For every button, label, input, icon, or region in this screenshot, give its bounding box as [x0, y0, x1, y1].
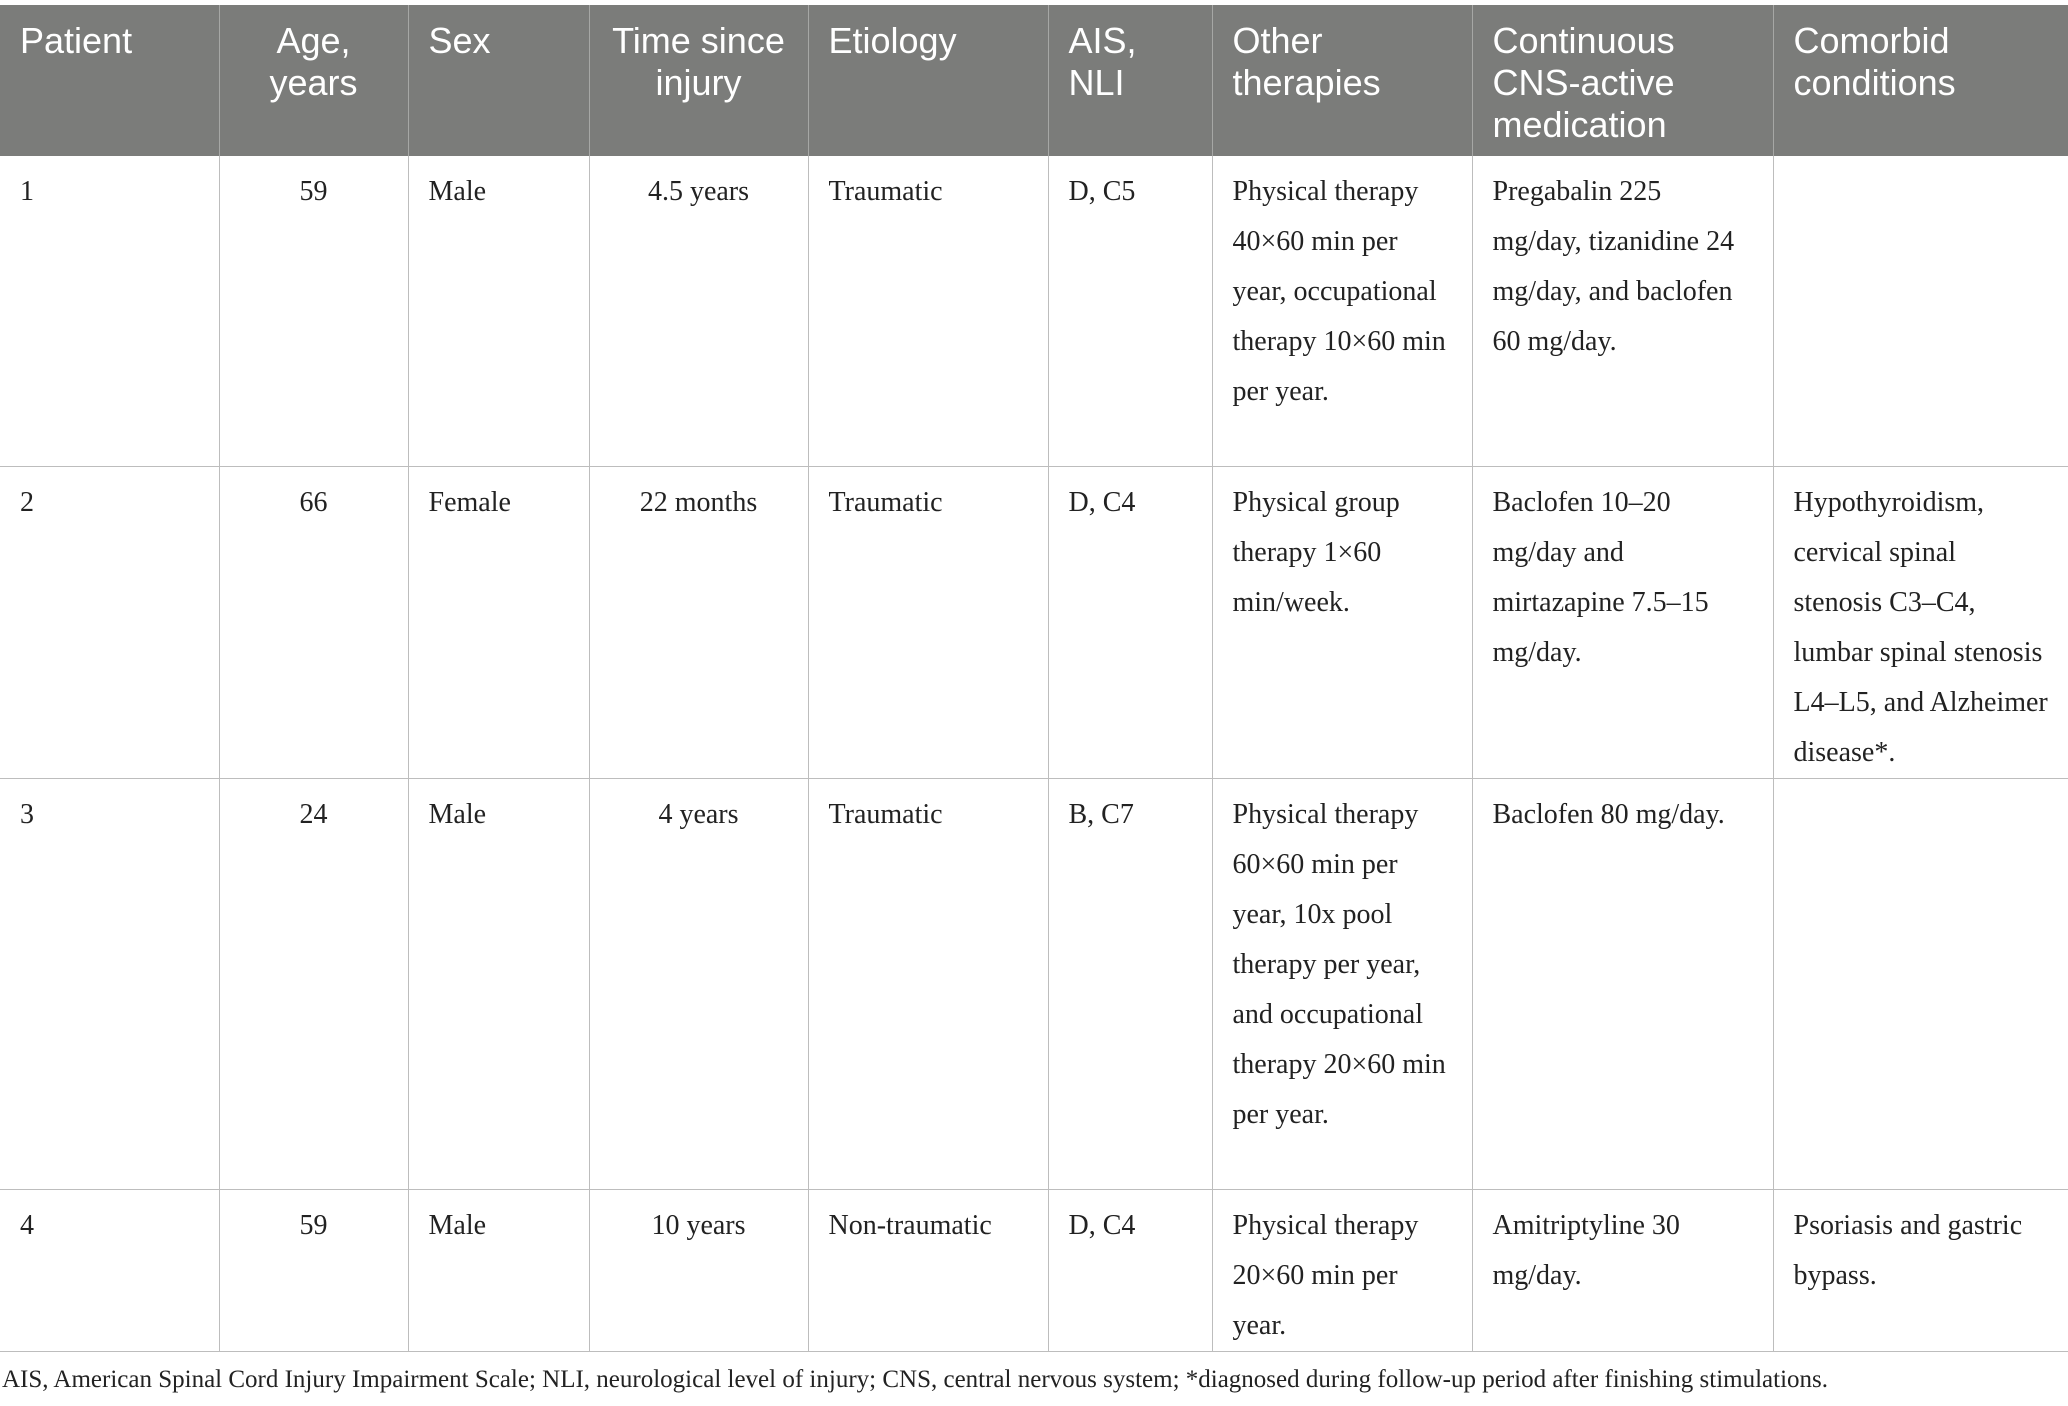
cell-etiology: Traumatic	[808, 466, 1048, 778]
header-ais-nli: AIS, NLI	[1048, 5, 1212, 156]
cell-age: 59	[219, 156, 408, 466]
cell-sex: Female	[408, 466, 589, 778]
cell-age: 59	[219, 1189, 408, 1351]
cell-ais-nli: D, C4	[1048, 1189, 1212, 1351]
cell-comorbid-conditions	[1773, 156, 2068, 466]
cell-other-therapies: Physical therapy 60×60 min per year, 10x pool therapy per year, and occupational therapy 20×60 min per year.	[1212, 778, 1472, 1189]
cell-comorbid-conditions: Hypothyroidism, cervical spinal stenosis C3–C4, lumbar spinal stenosis L4–L5, and Alzheimer disease*.	[1773, 466, 2068, 778]
header-comorbid-conditions: Comorbid conditions	[1773, 5, 2068, 156]
header-sex: Sex	[408, 5, 589, 156]
cell-ais-nli: D, C5	[1048, 156, 1212, 466]
header-patient: Patient	[0, 5, 219, 156]
table-row	[0, 778, 2068, 1189]
cell-age: 24	[219, 778, 408, 1189]
cell-other-therapies: Physical therapy 40×60 min per year, occupational therapy 10×60 min per year.	[1212, 156, 1472, 466]
cell-other-therapies: Physical therapy 20×60 min per year.	[1212, 1189, 1472, 1351]
header-time-since-injury: Time since injury	[589, 5, 808, 156]
cell-ais-nli: D, C4	[1048, 466, 1212, 778]
cell-sex: Male	[408, 1189, 589, 1351]
header-medication: Continuous CNS-active medication	[1472, 5, 1773, 156]
cell-medication: Baclofen 10–20 mg/day and mirtazapine 7.5–15 mg/day.	[1472, 466, 1773, 778]
cell-patient: 1	[0, 156, 219, 466]
table-row	[0, 156, 2068, 466]
cell-medication: Pregabalin 225 mg/day, tizanidine 24 mg/day, and baclofen 60 mg/day.	[1472, 156, 1773, 466]
header-etiology: Etiology	[808, 5, 1048, 156]
header-age: Age, years	[219, 5, 408, 156]
cell-time-since-injury: 22 months	[589, 466, 808, 778]
cell-comorbid-conditions: Psoriasis and gastric bypass.	[1773, 1189, 2068, 1351]
cell-time-since-injury: 4.5 years	[589, 156, 808, 466]
table-row	[0, 466, 2068, 778]
cell-patient: 2	[0, 466, 219, 778]
cell-time-since-injury: 4 years	[589, 778, 808, 1189]
cell-patient: 4	[0, 1189, 219, 1351]
table-body	[0, 156, 2068, 1351]
cell-ais-nli: B, C7	[1048, 778, 1212, 1189]
cell-sex: Male	[408, 778, 589, 1189]
cell-other-therapies: Physical group therapy 1×60 min/week.	[1212, 466, 1472, 778]
cell-age: 66	[219, 466, 408, 778]
table-footnote: AIS, American Spinal Cord Injury Impairment Scale; NLI, neurological level of injury; CNS, central nervous system; *diagnosed during follow-up period after finishing stimulations.	[2, 1366, 1829, 1393]
table-header	[0, 5, 2068, 156]
cell-time-since-injury: 10 years	[589, 1189, 808, 1351]
cell-sex: Male	[408, 156, 589, 466]
patient-characteristics-table-container	[0, 5, 2068, 1352]
cell-medication: Amitriptyline 30 mg/day.	[1472, 1189, 1773, 1351]
cell-medication: Baclofen 80 mg/day.	[1472, 778, 1773, 1189]
cell-etiology: Traumatic	[808, 156, 1048, 466]
cell-etiology: Non-traumatic	[808, 1189, 1048, 1351]
header-other-therapies: Other therapies	[1212, 5, 1472, 156]
cell-etiology: Traumatic	[808, 778, 1048, 1189]
patient-characteristics-table	[0, 5, 2068, 1352]
cell-comorbid-conditions	[1773, 778, 2068, 1189]
cell-patient: 3	[0, 778, 219, 1189]
table-row	[0, 1189, 2068, 1351]
